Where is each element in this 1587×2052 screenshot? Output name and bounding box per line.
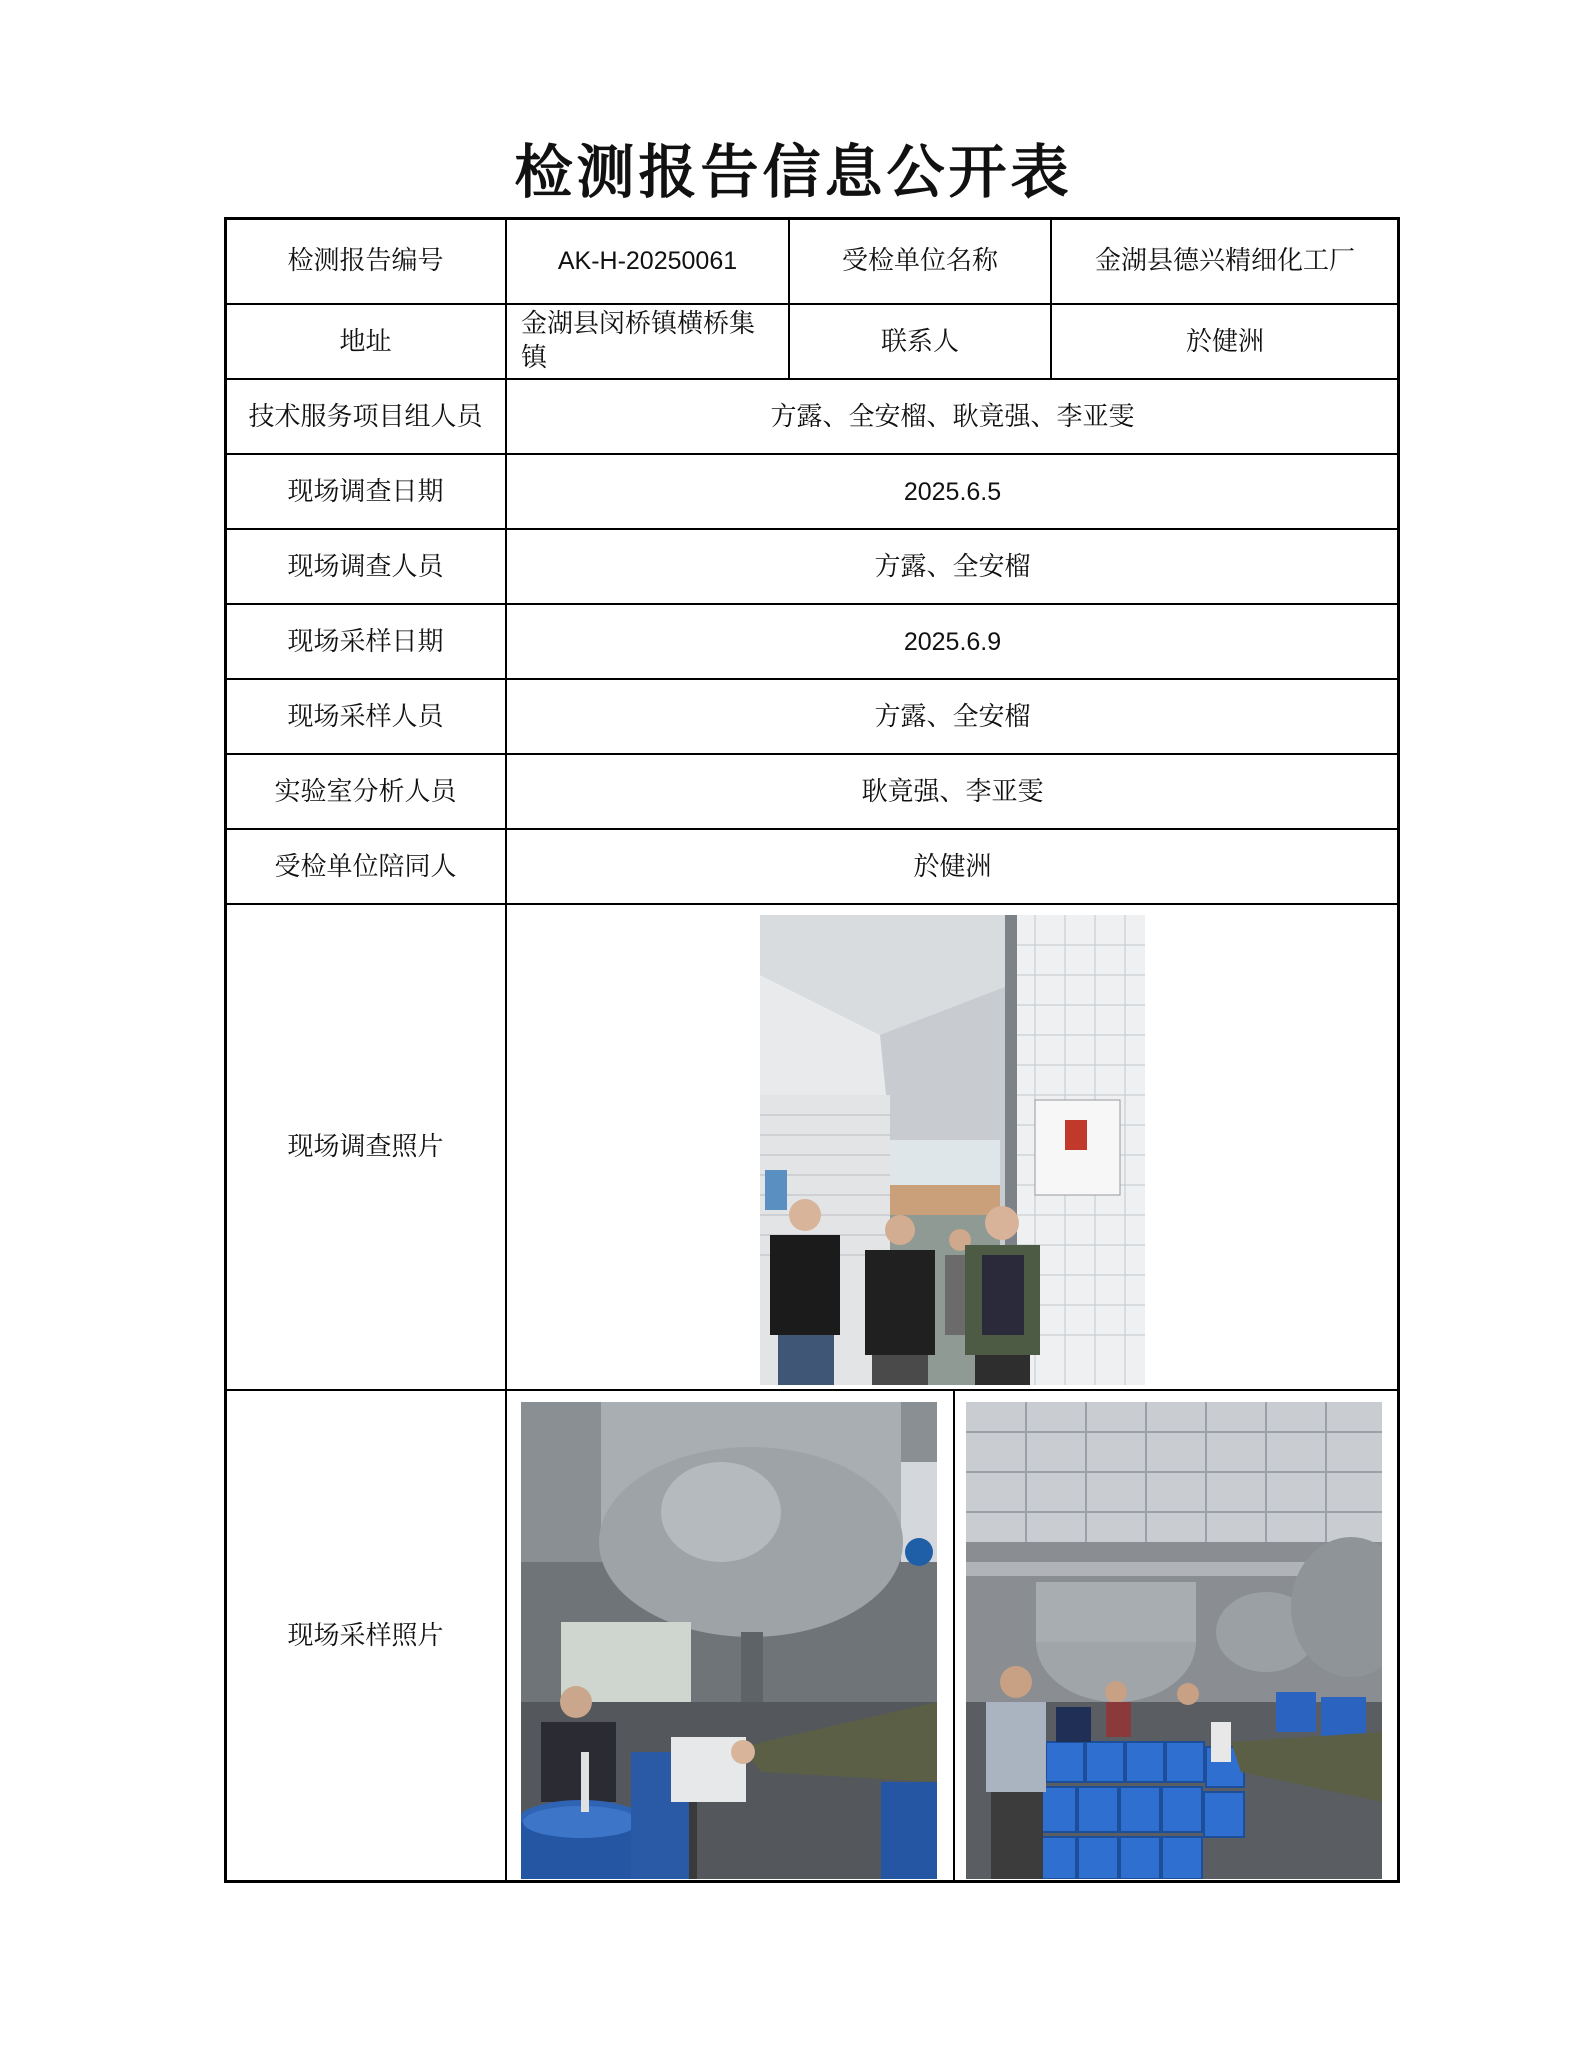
survey-photo-label: 现场调查照片 — [287, 1132, 444, 1162]
sampling-photo-label: 现场采样照片 — [287, 1621, 444, 1651]
survey-date-value: 2025.6.5 — [903, 477, 1002, 506]
survey-staff-value: 方露、全安榴 — [874, 551, 1031, 582]
escort-value: 於健洲 — [913, 851, 992, 882]
divider — [953, 1390, 955, 1881]
report-no-label: 检测报告编号 — [287, 246, 444, 276]
lab-staff-label: 实验室分析人员 — [274, 776, 457, 807]
survey-site-photo — [760, 915, 1145, 1385]
lab-staff-value: 耿竟强、李亚雯 — [861, 776, 1044, 807]
sampling-staff-label: 现场采样人员 — [287, 701, 444, 732]
sampling-date-label: 现场采样日期 — [287, 626, 444, 657]
unit-name-value: 金湖县德兴精细化工厂 — [1094, 246, 1355, 276]
contact-value: 於健洲 — [1185, 326, 1264, 357]
survey-date-label: 现场调查日期 — [287, 476, 444, 507]
sampling-staff-value: 方露、全安榴 — [874, 701, 1031, 732]
team-value: 方露、全安榴、耿竟强、李亚雯 — [770, 401, 1135, 432]
sampling-date-value: 2025.6.9 — [903, 627, 1002, 656]
team-label: 技术服务项目组人员 — [248, 401, 483, 432]
report-no-value: AK-H-20250061 — [557, 247, 738, 275]
sampling-tank-photo — [521, 1402, 937, 1879]
address-value: 金湖县闵桥镇横桥集镇 — [521, 309, 756, 373]
escort-label: 受检单位陪同人 — [274, 851, 457, 882]
unit-name-label: 受检单位名称 — [841, 246, 998, 276]
sampling-workshop-photo — [966, 1402, 1382, 1879]
address-label: 地址 — [339, 326, 392, 357]
survey-staff-label: 现场调查人员 — [287, 551, 444, 582]
page-title: 检测报告信息公开表 — [514, 138, 1073, 206]
contact-label: 联系人 — [880, 326, 959, 357]
